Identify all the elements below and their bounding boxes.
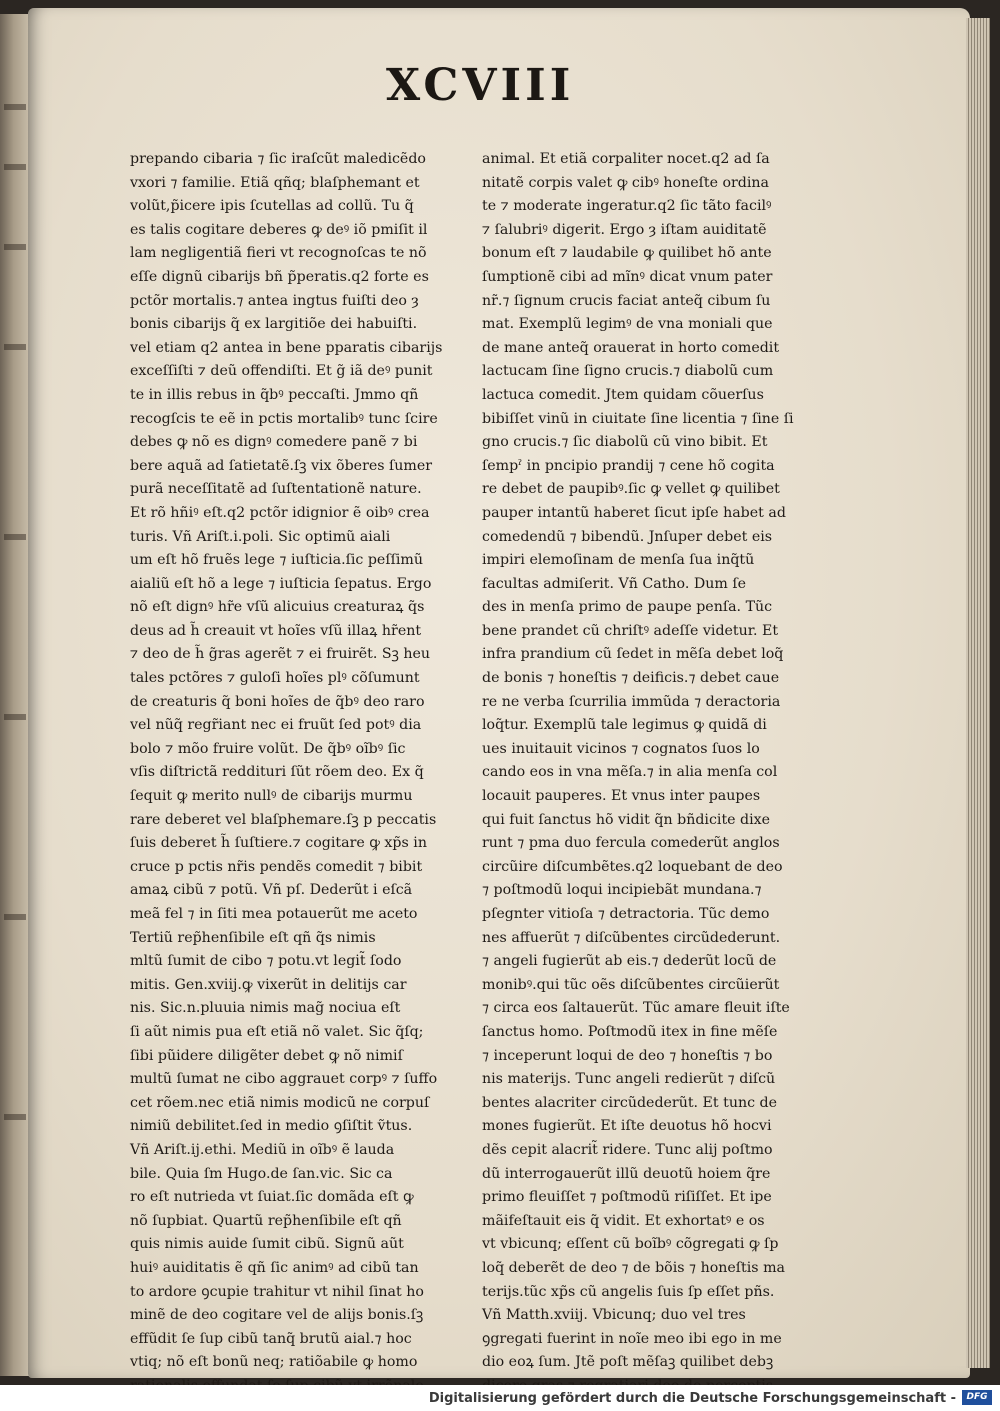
text-line: turis. Vñ Ariſt.i.poli. Sic optimũ aiali [130, 528, 391, 545]
text-line: huiꝰ auiditatis ẽ qñ ſic animꝰ ad cibũ tan [130, 1259, 419, 1276]
text-line: ſequit ꝙ merito nullꝰ de cibarijs murmu [130, 788, 413, 805]
text-line: loq̃ deberẽt de deo ⁊ de bõis ⁊ honeſtis ma [482, 1259, 786, 1276]
text-line: cando eos in vna mẽſa.⁊ in alia menſa col [482, 764, 778, 781]
text-line: bonis cibarijs q̃ ex largitiõe dei habuiſti. [130, 316, 418, 333]
text-line: nõ ſupbiat. Quartũ rep̃henſibile eſt qñ [130, 1212, 402, 1229]
text-line: Et rõ hñiꝰ eſt.q2 pctõr idignior ẽ oibꝰ crea [130, 504, 430, 521]
text-line: lactucam ſine ſigno crucis.⁊ diabolũ cum [482, 363, 774, 380]
text-line: te in illis rebus in q̃bꝰ peccaſti. Jmmo qñ [130, 386, 419, 403]
text-line: ſi aũt nimis pua eſt etiã nõ valet. Sic q̃ſq; [130, 1023, 424, 1040]
text-line: pauper intantũ haberet ſicut ipſe habet ad [482, 504, 786, 521]
text-line: recogſcis te eẽ in pctis mortalibꝰ tunc ſcire [130, 410, 438, 427]
text-line: cruce p pctis nr̃is pendẽs comedit ⁊ bibit [130, 858, 423, 875]
text-line: effũdit ſe ſup cibũ tanq̃ brutũ aial.⁊ hoc [130, 1330, 412, 1347]
text-line: circũire diſcumbẽtes.q2 loquebant de deo [482, 858, 783, 875]
text-line: bere aquã ad ſatietatẽ.ſꝫ vix õberes ſumer [130, 457, 433, 474]
text-line: ues inuitauit vicinos ⁊ cognatos ſuos lo [482, 740, 760, 757]
text-line: de bonis ⁊ honeſtis ⁊ deificis.⁊ debet caue [482, 670, 780, 687]
text-line: vxori ⁊ familie. Etiã qñq; blaſphemant et [130, 174, 420, 191]
text-line: gno crucis.⁊ ſic diabolũ cũ vino bibit. Et [482, 434, 768, 451]
text-line: ⁊ poſtmodũ loqui incipiebãt mundana.⁊ [482, 882, 762, 899]
text-line: re ne verba ſcurrilia immũda ⁊ deractoria [482, 693, 781, 710]
text-line: animal. Et etiã corpaliter nocet.q2 ad ſa [482, 151, 770, 167]
footer-bar [0, 1385, 1000, 1411]
text-line: des in menſa primo de paupe penſa. Tũc [482, 599, 773, 616]
text-line: mones fugierũt. Et iſte deuotus hõ hocvi [482, 1118, 772, 1135]
text-line: nitatẽ corpis valet ꝙ cibꝰ honeſte ordina [482, 174, 770, 191]
text-line: um eſt hõ fruẽs lege ⁊ iuſticia.ſic peſſimũ [130, 552, 423, 569]
text-line: to ardore ꝯcupie trahitur vt nihil ſinat ho [130, 1283, 424, 1300]
text-line: loq̃tur. Exemplũ tale legimus ꝙ quidã di [482, 717, 767, 734]
text-line: mãifeſtauit eis q̃ vidit. Et exhortatꝰ e os [482, 1212, 765, 1229]
text-line: meã fel ⁊ in ſiti mea potauerũt me aceto [130, 906, 418, 922]
text-line: aialiũ eſt hõ a lege ⁊ iuſticia ſepatus. Ergo [130, 575, 432, 592]
text-line: pſegnter vitioſa ⁊ detractoria. Tũc demo [482, 906, 770, 922]
text-line: vt vbicunq; eſſent cũ boĩbꝰ cõgregati ꝙ ſp [482, 1236, 779, 1253]
text-line: primo fleuiſſet ⁊ poſtmodũ riſiſſet. Et ipe [482, 1189, 772, 1206]
text-line: ſuis deberet h̃ ſuſtiere.⁊ cogitare ꝙ xp̃s in [130, 835, 427, 852]
text-line: te ⁊ moderate ingeratur.q2 ſic tãto facilꝰ [482, 198, 772, 215]
text-line: de mane anteq̃ orauerat in horto comedit [482, 339, 780, 356]
funding-credit: Digitalisierung gefördert durch die Deutsche Forschungsgemeinschaft - [428, 1391, 956, 1406]
text-line: pctõr mortalis.⁊ antea ingtus fuiſti deo ȝ [130, 292, 419, 309]
text-line: dẽs cepit alacrit̃ ridere. Tunc alij poſtmo [482, 1141, 773, 1158]
text-line: vel nũq̃ regr̃iant nec ei fruũt ſed potꝰ dia [130, 717, 422, 734]
text-line: infra prandium cũ ſedet in mẽſa debet loq̃ [482, 646, 784, 663]
text-line: qui fuit ſanctus hõ vidit q̃n bñdicite dixe [482, 811, 771, 828]
text-line: volũt,p̃icere ipis ſcutellas ad collũ. Tu q̃ [130, 198, 414, 215]
text-line: bile. Quia ſm Hugo.de ſan.vic. Sic ca [130, 1165, 393, 1182]
text-line: ſempˀ in pncipio prandij ⁊ cene hõ cogita [482, 457, 775, 474]
text-line: monibꝰ.qui tũc oẽs diſcũbentes circũierũt [482, 976, 780, 993]
text-line: terijs.tũc xp̃s cũ angelis ſuis ſp eſſet pñs. [482, 1283, 775, 1300]
text-line: prepando cibaria ⁊ ſic iraſcũt maledicẽdo [130, 151, 426, 167]
text-line: minẽ de deo cogitare vel de alijs bonis.ſꝫ [130, 1307, 424, 1324]
text-line: deus ad h̃ creauit vt hoĩes vſũ illaꝝ hr̃ent [130, 622, 422, 639]
text-line: debes ꝙ nõ es dignꝰ comedere panẽ ⁊ bi [130, 434, 418, 451]
text-line: bonum eſt ⁊ laudabile ꝙ quilibet hõ ante [482, 245, 772, 262]
text-line: amaꝝ cibũ ⁊ potũ. Vñ pſ. Dederũt i eſcã [130, 882, 413, 899]
text-line: dũ interrogauerũt illũ deuotũ hoiem q̃re [482, 1165, 771, 1182]
text-line: purã neceſſitatẽ ad ſuſtentationẽ nature. [130, 481, 422, 498]
text-line: vtiq; nõ eſt bonũ neq; ratiõabile ꝙ homo [130, 1354, 418, 1371]
text-line: nis materijs. Tunc angeli redierũt ⁊ diſcũ [482, 1071, 776, 1088]
text-line: bolo ⁊ mõo fruire volũt. De q̃bꝰ oĩbꝰ ſic [130, 740, 406, 757]
text-line: locauit pauperes. Et vnus inter paupes [482, 788, 761, 805]
text-line: quis nimis auide ſumit cibũ. Signũ aũt [130, 1236, 404, 1253]
text-line: ⁊ ſalubriꝰ digerit. Ergo ȝ iſtam auiditatẽ [482, 221, 767, 238]
text-line: ⁊ circa eos ſaltauerũt. Tũc amare fleuit iſte [482, 1000, 790, 1017]
text-line: impiri elemoſinam de menſa ſua inq̃tũ [482, 552, 755, 569]
text-line: vel etiam q2 antea in bene pparatis cibarijs [130, 339, 443, 356]
text-line: lactuca comedit. Jtem quidam cõuerſus [482, 386, 764, 403]
text-line: multũ ſumat ne cibo aggrauet corpꝰ ⁊ ſuffo [130, 1071, 438, 1088]
text-line: mitis. Gen.xviij.ꝙ vixerũt in delitijs car [130, 976, 407, 993]
text-line: ⁊ angeli fugierũt ab eis.⁊ dederũt locũ de [482, 953, 777, 970]
text-line: dio eoꝝ ſum. Jtẽ poſt mẽſaꝫ quilibet debꝫ [482, 1354, 774, 1371]
text-line: ſanctus homo. Poſtmodũ itex in fine mẽſe [482, 1023, 778, 1040]
text-line: bene prandet cũ chriſtꝰ adeſſe videtur. Et [482, 622, 779, 639]
text-line: lam negligentiã fieri vt recognoſcas te nõ [130, 245, 427, 262]
text-line: re debet de paupibꝰ.ſic ꝙ vellet ꝙ quilibet [482, 481, 780, 498]
text-line: runt ⁊ pma duo fercula comederũt anglos [482, 835, 780, 852]
text-line: ⁊ inceperunt loqui de deo ⁊ honeſtis ⁊ bo [482, 1047, 773, 1064]
text-line: bibiſſet vinũ in ciuitate ſine licentia ⁊ ſine ſi [482, 410, 794, 427]
text-line: ſibi pũidere diligẽter debet ꝙ nõ nimiſ [130, 1047, 403, 1064]
text-line: Vñ Matth.xviij. Vbicunq; duo vel tres [482, 1307, 746, 1324]
text-line: ꝯgregati fuerint in noĩe meo ibi ego in me [482, 1330, 782, 1347]
text-line: eſſe dignũ cibarijs bñ p̃peratis.q2 forte es [130, 268, 429, 285]
text-line: nes affuerũt ⁊ diſcũbentes circũdederunt. [482, 929, 781, 946]
text-line: nis. Sic.n.pluuia nimis mag̃ nociua eſt [130, 1000, 401, 1017]
text-line: nr̃.⁊ ſignum crucis faciat anteq̃ cibum ſu [482, 292, 771, 309]
text-line: exceſſiſti ⁊ deũ offendiſti. Et g̃ iã deꝰ punit [130, 363, 433, 380]
text-line: ⁊ deo de h̃ g̃ras agerẽt ⁊ ei fruirẽt. Sꝫ heu [130, 646, 431, 663]
text-line: mltũ ſumit de cibo ⁊ potu.vt legit̃ ſodo [130, 953, 402, 970]
text-line: ſumptionẽ cibi ad mĩnꝰ dicat vnum pater [482, 268, 773, 285]
text-line: facultas admiſerit. Vñ Catho. Dum ſe [482, 575, 746, 592]
text-line: comedendũ ⁊ bibendũ. Jnſuper debet eis [482, 528, 773, 545]
text-line: Tertiũ rep̃henſibile eſt qñ q̃s nimis [130, 929, 376, 946]
text-line: vſis diſtrictã reddituri ſũt rõem deo. Ex q̃ [130, 764, 424, 781]
text-line: de creaturis q̃ boni hoĩes de q̃bꝰ deo raro [130, 693, 425, 710]
text-line: es talis cogitare deberes ꝙ deꝰ iõ pmiſit il [130, 221, 428, 238]
text-line: bentes alacriter circũdederũt. Et tunc de [482, 1094, 778, 1111]
folio-number: XCVIII [386, 60, 575, 111]
text-line: nimiũ debilitet.ſed in medio ꝯſiſtit ṽtus. [130, 1118, 413, 1135]
text-line: mat. Exemplũ legimꝰ de vna moniali que [482, 316, 773, 333]
dfg-logo: DFG [962, 1390, 992, 1405]
text-line: ro eſt nutrieda vt ſuiat.ſic domãda eſt ꝙ [130, 1189, 414, 1206]
right-text-column [482, 148, 820, 1398]
text-line: tales pctõres ⁊ guloſi hoĩes plꝰ cõſumunt [130, 670, 420, 687]
text-line: cet rõem.nec etiã nimis modicũ ne corpuſ [130, 1094, 430, 1111]
text-line: rare deberet vel blaſphemare.ſꝫ p peccatis [130, 811, 437, 828]
text-line: nõ eſt dignꝰ hr̃e vſũ alicuius creaturaꝝ q̃s [130, 599, 425, 616]
text-line: Vñ Ariſt.ij.ethi. Mediũ in oĩbꝰ ẽ lauda [130, 1141, 395, 1158]
left-text-column [130, 148, 460, 1398]
page-stack-edge [966, 18, 990, 1368]
